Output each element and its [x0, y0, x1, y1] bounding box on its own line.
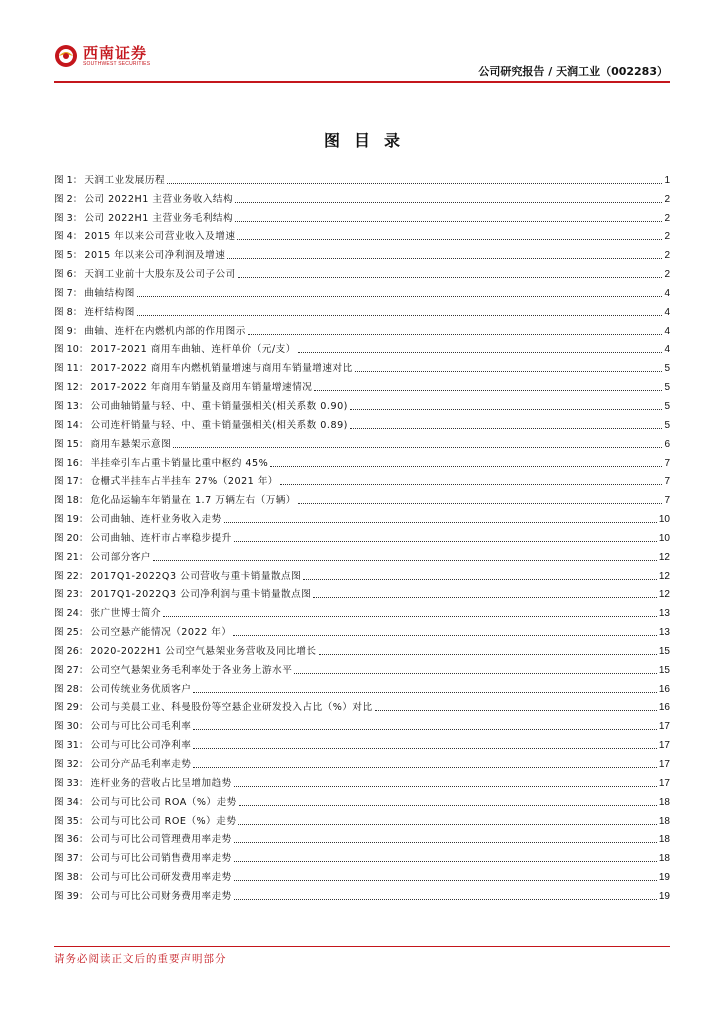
toc-dot-leader	[270, 466, 662, 467]
toc-entry-title: 公司空气悬架业务毛利率处于各业务上游水平	[90, 664, 293, 676]
toc-entry-page: 10	[658, 532, 670, 544]
toc-dot-leader	[237, 239, 662, 240]
toc-dot-leader	[234, 842, 657, 843]
toc-entry-title: 公司与可比公司管理费用率走势	[90, 834, 232, 846]
toc-entry-label: 图 27：	[54, 664, 89, 676]
toc-entry[interactable]	[54, 884, 670, 903]
toc-entry-label: 图 1：	[54, 174, 83, 186]
toc-entry-label: 图 21：	[54, 551, 89, 563]
toc-entry-page: 4	[664, 325, 670, 337]
toc-entry[interactable]	[54, 526, 670, 545]
toc-entry-page: 2	[664, 212, 670, 224]
toc-entry[interactable]	[54, 413, 670, 432]
toc-entry[interactable]	[54, 225, 670, 244]
toc-entry[interactable]	[54, 658, 670, 677]
toc-entry[interactable]	[54, 375, 670, 394]
toc-dot-leader	[248, 334, 663, 335]
toc-dot-leader	[234, 541, 657, 542]
toc-entry-title: 2017-2021 商用车曲轴、连杆单价（元/支）	[90, 344, 296, 356]
toc-entry-page: 2	[664, 269, 670, 281]
toc-entry-label: 图 6：	[54, 269, 83, 281]
toc-entry-label: 图 4：	[54, 231, 83, 243]
toc-dot-leader	[193, 729, 656, 730]
toc-entry[interactable]	[54, 865, 670, 884]
toc-entry[interactable]	[54, 356, 670, 375]
toc-entry[interactable]	[54, 790, 670, 809]
toc-entry-page: 15	[658, 645, 670, 657]
toc-entry-title: 公司与可比公司研发费用率走势	[90, 872, 232, 884]
toc-entry-label: 图 39：	[54, 890, 89, 902]
toc-entry-title: 2015 年以来公司净利润及增速	[84, 250, 226, 262]
toc-entry-title: 2017Q1-2022Q3 公司净利润与重卡销量散点图	[90, 589, 312, 601]
toc-entry-label: 图 19：	[54, 514, 89, 526]
toc-entry-label: 图 31：	[54, 740, 89, 752]
toc-dot-leader	[313, 597, 657, 598]
toc-dot-leader	[163, 616, 657, 617]
toc-dot-leader	[294, 673, 657, 674]
toc-entry[interactable]	[54, 206, 670, 225]
toc-entry-title: 公司与可比公司净利率	[90, 740, 192, 752]
toc-entry[interactable]	[54, 677, 670, 696]
toc-entry-title: 曲轴结构图	[84, 287, 135, 299]
toc-entry-page: 13	[658, 627, 670, 639]
toc-dot-leader	[167, 183, 662, 184]
toc-entry-page: 18	[658, 815, 670, 827]
toc-entry-label: 图 7：	[54, 287, 83, 299]
toc-dot-leader	[234, 861, 657, 862]
toc-entry[interactable]	[54, 583, 670, 602]
toc-entry[interactable]	[54, 187, 670, 206]
toc-entry-label: 图 12：	[54, 382, 89, 394]
toc-entry-label: 图 29：	[54, 702, 89, 714]
toc-entry-page: 7	[664, 457, 670, 469]
toc-entry-label: 图 37：	[54, 853, 89, 865]
toc-dot-leader	[355, 371, 663, 372]
toc-entry-page: 10	[658, 514, 670, 526]
toc-entry-title: 2015 年以来公司营业收入及增速	[84, 231, 236, 243]
toc-entry-label: 图 2：	[54, 193, 83, 205]
toc-dot-leader	[173, 447, 662, 448]
toc-dot-leader	[153, 560, 657, 561]
toc-entry[interactable]	[54, 545, 670, 564]
toc-entry-page: 19	[658, 890, 670, 902]
toc-entry-title: 2017-2022 年商用车销量及商用车销量增速情况	[90, 382, 313, 394]
toc-entry-title: 曲轴、连杆在内燃机内部的作用图示	[84, 325, 246, 337]
toc-entry[interactable]	[54, 300, 670, 319]
figure-list	[54, 168, 670, 903]
toc-entry-title: 公司分产品毛利率走势	[90, 759, 192, 770]
toc-dot-leader	[193, 692, 656, 693]
toc-entry[interactable]	[54, 714, 670, 733]
toc-entry[interactable]	[54, 168, 670, 187]
toc-entry[interactable]	[54, 846, 670, 865]
toc-entry-title: 公司与可比公司销售费用率走势	[90, 853, 232, 865]
toc-entry[interactable]	[54, 319, 670, 338]
toc-dot-leader	[375, 710, 657, 711]
toc-entry[interactable]	[54, 696, 670, 715]
toc-entry-title: 天润工业发展历程	[84, 174, 166, 186]
toc-entry[interactable]	[54, 809, 670, 828]
toc-entry-title: 2020-2022H1 公司空气悬架业务营收及同比增长	[90, 645, 317, 657]
toc-entry-label: 图 9：	[54, 325, 83, 337]
toc-entry-page: 17	[658, 740, 670, 752]
toc-entry-page: 12	[658, 589, 670, 601]
toc-entry-title: 公司与可比公司毛利率	[90, 721, 192, 733]
toc-entry-page: 4	[664, 287, 670, 299]
toc-entry-title: 公司曲轴、连杆业务收入走势	[90, 514, 222, 526]
toc-entry-page: 4	[664, 344, 670, 356]
toc-entry-page: 18	[658, 796, 670, 808]
toc-entry-title: 公司与美晨工业、科曼股份等空悬企业研发投入占比（%）对比	[90, 702, 373, 714]
toc-entry-page: 4	[664, 306, 670, 318]
toc-entry-page: 5	[664, 400, 670, 412]
toc-dot-leader	[233, 635, 656, 636]
toc-entry-title: 公司 2022H1 主营业务毛利结构	[84, 212, 234, 224]
toc-entry-label: 图 16：	[54, 457, 89, 469]
toc-entry-title: 公司传统业务优质客户	[90, 683, 192, 695]
company-logo	[54, 44, 150, 68]
toc-entry-title: 公司与可比公司 ROA（%）走势	[90, 796, 237, 808]
toc-dot-leader	[137, 315, 663, 316]
toc-entry-label: 图 38：	[54, 872, 89, 884]
toc-entry-label: 图 3：	[54, 212, 83, 224]
toc-entry-title: 半挂牵引车占重卡销量比重中枢约 45%	[90, 457, 269, 469]
toc-entry-page: 5	[664, 382, 670, 394]
logo-english-name: SOUTHWEST SECURITIES	[83, 60, 151, 67]
toc-entry-label: 图 15：	[54, 438, 89, 450]
toc-entry-page: 5	[664, 419, 670, 431]
toc-entry-title: 连杆业务的营收占比呈增加趋势	[90, 777, 232, 789]
toc-entry[interactable]	[54, 338, 670, 357]
toc-entry-title: 公司 2022H1 主营业务收入结构	[84, 193, 234, 205]
toc-dot-leader	[319, 654, 657, 655]
toc-dot-leader	[238, 824, 656, 825]
toc-entry-title: 连杆结构图	[84, 306, 135, 318]
toc-dot-leader	[137, 296, 663, 297]
toc-entry-title: 公司曲轴销量与轻、中、重卡销量强相关(相关系数 0.90)	[90, 400, 348, 412]
toc-entry-title: 公司与可比公司财务费用率走势	[90, 890, 232, 902]
toc-entry-page: 15	[658, 664, 670, 676]
toc-entry-title: 公司与可比公司 ROE（%）走势	[90, 815, 237, 827]
toc-entry-page: 13	[658, 608, 670, 620]
toc-dot-leader	[235, 202, 662, 203]
toc-entry-title: 公司空悬产能情况（2022 年）	[90, 627, 232, 639]
toc-entry[interactable]	[54, 752, 670, 771]
toc-entry[interactable]	[54, 470, 670, 489]
toc-entry[interactable]	[54, 507, 670, 526]
toc-entry[interactable]	[54, 639, 670, 658]
toc-dot-leader	[314, 390, 662, 391]
toc-entry-page: 5	[664, 363, 670, 375]
toc-entry-label: 图 33：	[54, 777, 89, 789]
toc-entry-page: 18	[658, 853, 670, 865]
toc-entry-page: 12	[658, 551, 670, 563]
toc-entry-title: 2017Q1-2022Q3 公司营收与重卡销量散点图	[90, 570, 302, 582]
toc-entry-page: 17	[658, 777, 670, 789]
toc-entry-title: 公司部分客户	[90, 551, 152, 563]
toc-entry-page: 19	[658, 872, 670, 884]
toc-entry[interactable]	[54, 243, 670, 262]
toc-dot-leader	[238, 277, 663, 278]
toc-entry-label: 图 23：	[54, 589, 89, 601]
toc-entry[interactable]	[54, 488, 670, 507]
toc-entry-page: 16	[658, 702, 670, 714]
toc-entry[interactable]	[54, 394, 670, 413]
toc-entry[interactable]	[54, 771, 670, 790]
toc-entry-title: 2017-2022 商用车内燃机销量增速与商用车销量增速对比	[90, 363, 353, 375]
toc-entry-page: 12	[658, 570, 670, 582]
toc-entry-title: 仓栅式半挂车占半挂车 27%（2021 年）	[90, 476, 279, 488]
logo-chinese-name: 西南证券	[83, 43, 148, 62]
toc-dot-leader	[235, 221, 662, 222]
toc-entry-title: 公司连杆销量与轻、中、重卡销量强相关(相关系数 0.89)	[90, 419, 348, 431]
toc-entry-label: 图 11：	[54, 363, 89, 375]
toc-entry-title: 商用车悬架示意图	[90, 438, 172, 450]
toc-entry-label: 图 17：	[54, 476, 89, 488]
toc-dot-leader	[224, 522, 657, 523]
header-divider	[54, 81, 670, 83]
toc-entry-label: 图 5：	[54, 250, 83, 262]
toc-dot-leader	[234, 880, 657, 881]
toc-entry-label: 图 10：	[54, 344, 89, 356]
toc-dot-leader	[350, 409, 663, 410]
toc-dot-leader	[227, 258, 662, 259]
toc-entry-page: 6	[664, 438, 670, 450]
toc-entry[interactable]	[54, 828, 670, 847]
toc-entry-page: 18	[658, 834, 670, 846]
page-header	[0, 0, 724, 90]
toc-entry-label: 图 20：	[54, 532, 89, 544]
toc-entry-label: 图 26：	[54, 645, 89, 657]
toc-entry-page: 2	[664, 231, 670, 243]
toc-entry-label: 图 34：	[54, 796, 89, 808]
toc-entry-label: 图 13：	[54, 400, 89, 412]
toc-entry-page: 17	[658, 759, 670, 770]
toc-dot-leader	[298, 352, 663, 353]
toc-dot-leader	[280, 484, 662, 485]
toc-dot-leader	[303, 579, 657, 580]
toc-entry-title: 公司曲轴、连杆市占率稳步提升	[90, 532, 232, 544]
toc-entry-label: 图 14：	[54, 419, 89, 431]
toc-entry[interactable]	[54, 281, 670, 300]
toc-entry[interactable]	[54, 601, 670, 620]
toc-dot-leader	[193, 748, 656, 749]
toc-dot-leader	[298, 503, 662, 504]
toc-entry-page: 16	[658, 683, 670, 695]
toc-entry-label: 图 28：	[54, 683, 89, 695]
toc-entry[interactable]	[54, 451, 670, 470]
disclaimer-note: 请务必阅读正文后的重要声明部分	[54, 953, 227, 965]
toc-entry-label: 图 36：	[54, 834, 89, 846]
toc-entry-label: 图 32：	[54, 759, 89, 770]
footer-divider	[54, 946, 670, 947]
toc-entry-title: 天润工业前十大股东及公司子公司	[84, 269, 236, 281]
toc-entry-label: 图 24：	[54, 608, 89, 620]
toc-dot-leader	[239, 805, 657, 806]
toc-entry[interactable]	[54, 564, 670, 583]
toc-entry-label: 图 25：	[54, 627, 89, 639]
toc-entry-label: 图 18：	[54, 495, 89, 507]
toc-entry[interactable]	[54, 620, 670, 639]
toc-dot-leader	[193, 767, 656, 768]
toc-dot-leader	[234, 899, 657, 900]
toc-entry[interactable]	[54, 733, 670, 752]
toc-entry-page: 17	[658, 721, 670, 733]
toc-dot-leader	[234, 786, 657, 787]
toc-entry-label: 图 35：	[54, 815, 89, 827]
report-label: 公司研究报告 / 天润工业（002283）	[478, 65, 668, 78]
toc-entry-page: 2	[664, 250, 670, 262]
toc-entry[interactable]	[54, 432, 670, 451]
toc-entry-page: 7	[664, 495, 670, 507]
toc-entry-label: 图 8：	[54, 306, 83, 318]
page-title: 图目录	[323, 131, 414, 150]
toc-entry[interactable]	[54, 262, 670, 281]
toc-entry-page: 1	[664, 174, 670, 186]
toc-entry-label: 图 30：	[54, 721, 89, 733]
toc-entry-page: 2	[664, 193, 670, 205]
toc-entry-page: 7	[664, 476, 670, 488]
toc-entry-label: 图 22：	[54, 570, 89, 582]
logo-mark-icon	[54, 44, 78, 68]
toc-entry-title: 危化品运输车年销量在 1.7 万辆左右（万辆）	[90, 495, 296, 507]
toc-dot-leader	[350, 428, 663, 429]
toc-entry-title: 张广世博士简介	[90, 608, 162, 620]
